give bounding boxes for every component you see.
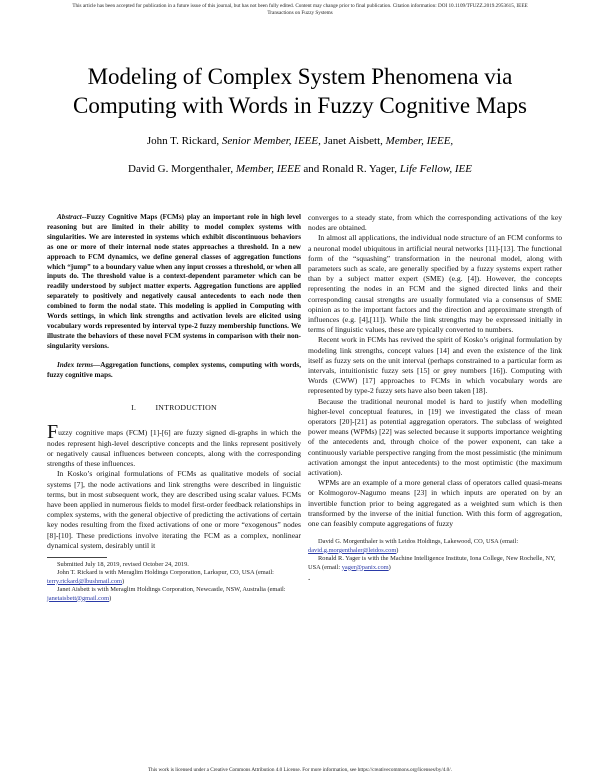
index-terms-text: —Aggregation functions, complex systems, computing with words, fuzzy cognitive maps.	[47, 360, 301, 379]
paper-title	[0, 62, 600, 120]
footnote-yager: Ronald R. Yager is with the Machine Intelligence Institute, Iona College, New Rochelle, NY, USA (email: yager@panix.com)	[308, 555, 556, 571]
author-line-2	[0, 163, 600, 176]
journal-header-line1: This article has been accepted for publication in a future issue of this journal, but has not been fully edited. Content may change prior to final publication. Citation information: DOI 10.1109/TFUZZ.2019.2953615, IEEE	[72, 3, 528, 9]
author-yager-role: Life Fellow, IEE	[399, 163, 472, 175]
right-paragraph-1: converges to a steady state, from which the corresponding activations of the key nodes are obtained.	[308, 213, 562, 233]
abstract-text: --Fuzzy Cognitive Maps (FCMs) play an important role in high level reasoning but are limited in their ability to model complex systems with singularities. We are interested in systems which exhibit discontinuous behaviors as one or more of their internal node states approaches a threshold. In a new approach to FCM dynamics, we define general classes of aggregation functions which “jump” to a boundary value when any input crosses a threshold, or when all inputs do. The threshold value is a context-dependent parameter which can be readily understood by subject matter experts. Aggregation functions are applied separately to positively and negatively causal antecedents to each node then combined to form the nodal state. This modeling is applied in Computing with Words settings, in which link strengths and activation levels are elicited using vocabulary words represented by interval type-2 fuzzy membership functions. We illustrate the behaviors of these novel FCM systems in comparison with their non-singularity versions.	[47, 213, 301, 350]
intro-paragraph-1: Fuzzy cognitive maps (FCM) [1]-[6] are fuzzy signed di-graphs in which the nodes represent high-level descriptive concepts and the links represent positively or negatively causal influences between concepts, along with the corresponding strengths of these influences.	[47, 420, 301, 469]
right-paragraph-5: WPMs are an example of a more general class of operators called quasi-means or Kolmogorov-Nagumo means [23] in which inputs are operated on by an invertible function prior to being aggregated as a weighted sum which is then transformed by the inverse of the initial function. With this form of aggregation, one can feasibly compute aggregations of fuzzy	[308, 478, 562, 529]
author-morgenthaler: David G. Morgenthaler,	[128, 163, 236, 175]
aisbett-email-link[interactable]: janetaisbett@gmail.com	[47, 594, 110, 602]
author-morgenthaler-role: Member, IEEE	[235, 163, 301, 175]
author-rickard: John T. Rickard,	[146, 135, 222, 147]
rickard-email-link[interactable]: terry.rickard@lbushmail.com	[47, 577, 123, 585]
journal-header	[0, 3, 600, 17]
footnote-submitted: Submitted July 18, 2019, revised October 24, 2019.	[57, 560, 189, 568]
author-line-1	[0, 135, 600, 148]
dropcap: F	[47, 420, 59, 443]
index-terms	[47, 361, 301, 381]
author-yager: and Ronald R. Yager,	[300, 163, 400, 175]
footnotes-left	[47, 561, 301, 603]
footnote-rickard: John T. Rickard is with Meraglim Holdings Corporation, Larkspur, CO, USA (email: terry.rickard@lbushmail.com)	[47, 569, 274, 585]
paper-title-line2: Computing with Words in Fuzzy Cognitive Maps	[73, 93, 527, 118]
right-paragraph-2: In almost all applications, the individual node structure of an FCM conforms to a neuronal model ubiquitous in artificial neural networks [11]-[13]. The functional form of the “squashing” transformation in the neuronal model, along with parameters such as scale, are generally specified by a fuzzy systems expert rather than by a subject matter expert (SME) (e.g. [4]). However, the concepts representing the nodes in an FCM and the signed directed links and their corresponding causal strengths are usually formulated via a consensus of SME opinion as to the important factors and the direction and approximate strength of influences (e.g. [4],[11]). While the link strengths may be expressed initially in terms of linguistic values, these are typically converted to numbers.	[308, 233, 562, 335]
author-rickard-role: Senior Member, IEEE	[221, 135, 319, 147]
morgenthaler-email-link[interactable]: david.g.morgenthaler@leidos.com	[308, 546, 397, 554]
index-terms-lead: Index terms	[57, 360, 94, 369]
right-paragraph-4: Because the traditional neuronal model is hard to justify when modelling higher-level conceptual features, in [19] we investigated the class of mean operators [20]-[21] as potential aggregation operators. The subclass of weighted power means (WPMs) [22] was selected because it supports importance weighting of the antecedents and, through choice of the power exponent, can take a continuously variable perspective ranging from the most pessimistic (the minimum activation amongst the input antecedents) to the most optimistic (the maximum activation).	[308, 396, 562, 478]
paper-title-line1: Modeling of Complex System Phenomena via	[87, 64, 513, 89]
journal-header-line2: Transactions on Fuzzy Systems	[267, 10, 333, 16]
section-heading-introduction: I. INTRODUCTION	[131, 402, 217, 412]
footnote-dot: .	[308, 571, 311, 582]
footnote-divider	[47, 557, 107, 558]
abstract	[47, 213, 301, 352]
license-footer: This work is licensed under a Creative Commons Attribution 4.0 License. For more information, see https://creativecommons.org/licenses/by/4.0/.	[147, 767, 453, 773]
author-aisbett: , Janet Aisbett,	[318, 135, 386, 147]
yager-email-link[interactable]: yager@panix.com	[341, 563, 389, 571]
abstract-lead: Abstract	[57, 213, 82, 221]
footnote-aisbett: Janet Aisbett is with Meraglim Holdings Corporation, Newcastle, NSW, Australia (email: janetaisbett@gmail.com)	[47, 586, 286, 602]
right-column	[308, 213, 562, 582]
footnote-morgenthaler: David G. Morgenthaler is with Leidos Holdings, Lakewood, CO, USA (email: david.g.morgenthaler@leidos.com)	[308, 538, 519, 554]
intro-paragraph-2: In Kosko’s original formulations of FCMs as qualitative models of social systems [7], the node activations and link strengths were described in linguistic terms, but in most subsequent work, they are described using scalar values. FCMs have been applied in numerous fields to model first-order feedback relationships in complex systems, with the general objective of predicting the activations of certain key nodes resulting from the fixed activations of one or more “exogenous” nodes [8]-[10]. These predictions involve iterating the FCM as a complex, nonlinear dynamical system, desirably until it	[47, 469, 301, 550]
right-paragraph-3: Recent work in FCMs has revived the spirit of Kosko’s original formulation by modeling link strengths, concept values [14] and even the existence of the link itself as fuzzy sets on the unit interval (perhaps constrained to a particular form as intervals, intuitionistic fuzzy sets [15] or grey numbers [16]). Computing with Words (CWW) [17] approaches to FCMs in which vocabulary words are represented by type-2 fuzzy sets have also been taken [18].	[308, 335, 562, 396]
footnotes-right	[308, 538, 562, 582]
left-column	[47, 213, 301, 603]
author-aisbett-role: Member, IEEE,	[385, 135, 454, 147]
